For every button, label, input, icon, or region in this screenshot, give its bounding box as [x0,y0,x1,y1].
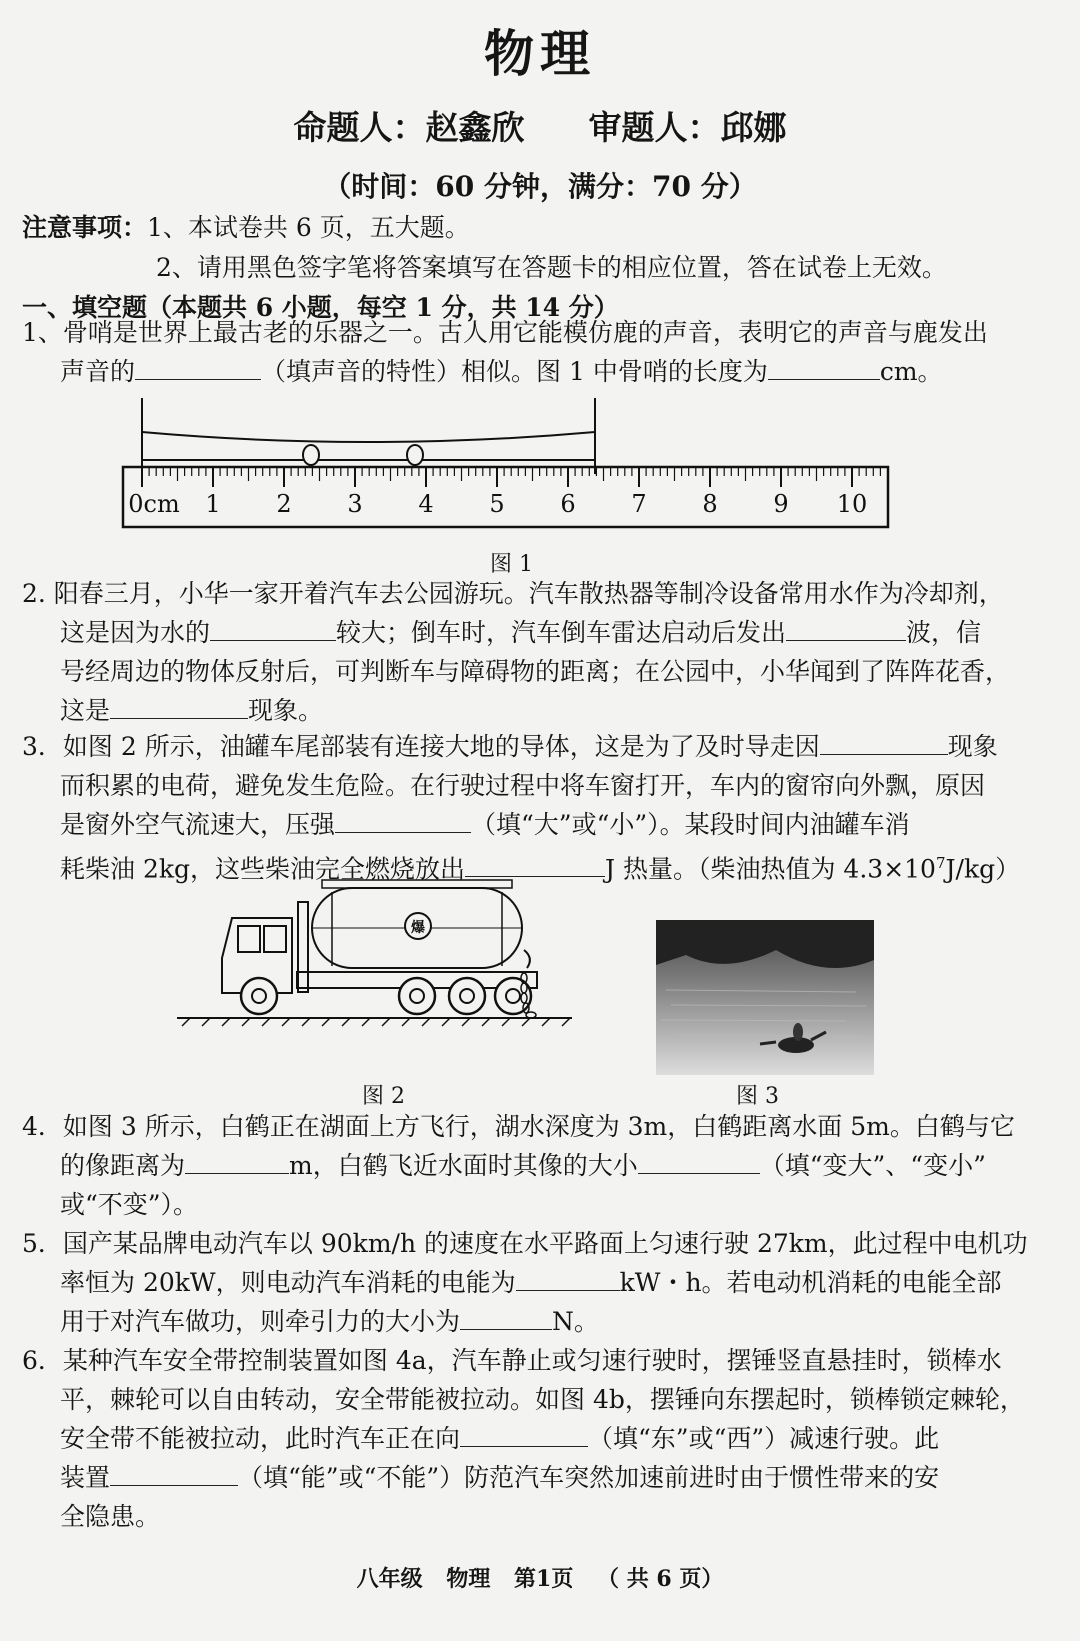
answer-blank[interactable] [786,616,906,641]
q2-line-1: 2. 阳春三月，小华一家开着汽车去公园游玩。汽车散热器等制冷设备常用水作为冷却剂， [22,579,1004,608]
bone-whistle-top [142,432,595,442]
figure-1-ruler [120,392,900,542]
exam-time: （时间：60 分钟，满分：70 分） [323,170,757,203]
question-3 [22,727,1020,888]
q4-line-1: 4．如图 3 所示，白鹤正在湖面上方飞行，湖水深度为 3m，白鹤距离水面 5m。白鹤与它 [22,1112,1015,1141]
footer-total: （ 共 6 页） [597,1566,724,1592]
question-6 [22,1341,1025,1536]
authors-line [0,102,1080,149]
reviewer: 审题人：邱娜 [588,108,787,147]
q6-line-2: 平，棘轮可以自由转动，安全带能被拉动。如图 4b，摆锤向东摆起时，锁棒锁定棘轮， [60,1385,1025,1414]
answer-blank[interactable] [110,1461,238,1486]
q5-line-1: 5．国产某品牌电动汽车以 90km/h 的速度在水平路面上匀速行驶 27km，此过程中电机功 [22,1229,1028,1258]
wheel [449,978,485,1014]
footer-grade: 八年级 [356,1566,423,1592]
figure-3-caption: 图 3 [736,1084,779,1109]
figure-1-caption: 图 1 [490,552,533,577]
answer-blank[interactable] [768,355,880,380]
q6-line-1: 6．某种汽车安全带控制装置如图 4a，汽车静止或匀速行驶时，摆锤竖直悬挂时，锁棒水 [22,1346,1002,1375]
q1-line-2: 声音的 （填声音的特性）相似。图 1 中骨哨的长度为 cm。 [60,357,943,386]
answer-blank[interactable] [460,1422,588,1447]
figure-3-photo [656,920,874,1075]
section-1-title: 一、填空题（本题共 6 小题，每空 1 分，共 14 分） [22,293,619,322]
q2-line-4: 这是 现象。 [60,696,324,725]
answer-blank[interactable] [110,694,248,719]
page-footer [0,1562,1080,1593]
q6-line-4: 装置 （填“能”或“不能”）防范汽车突然加速前进时由于惯性带来的安 [60,1463,940,1492]
answer-blank[interactable] [820,730,948,755]
figure-2-tanker-truck [172,878,582,1028]
q4-line-3: 或“不变”）。 [60,1190,199,1219]
q3-line-3: 是窗外空气流速大，压强 （填“大”或“小”）。某段时间内油罐车消 [60,810,910,839]
question-2 [22,574,1010,730]
page-title: 物理 [484,24,596,83]
whistle-hole [303,445,319,465]
answer-blank[interactable] [465,852,605,877]
ruler-label: 6 [560,490,576,518]
footer-page: 第1页 [514,1566,574,1592]
ruler-label: 3 [347,490,363,518]
notice-label: 注意事项： [22,213,148,242]
answer-blank[interactable] [460,1305,552,1330]
ruler-label: 2 [276,490,292,518]
q5-line-3: 用于对汽车做功，则牵引力的大小为 N。 [60,1307,599,1336]
question-1 [22,313,988,391]
figure-2-caption: 图 2 [362,1084,405,1109]
ruler-label: 4 [418,490,434,518]
footer-subject: 物理 [446,1566,491,1592]
ruler-label: 7 [631,490,647,518]
q5-line-2: 率恒为 20kW，则电动汽车消耗的电能为 kW・h。若电动机消耗的电能全部 [60,1268,1002,1297]
ruler-label: 1 [205,490,221,518]
ruler-ticks [142,467,880,487]
question-4 [22,1107,1015,1224]
ruler-labels [128,490,867,518]
whistle-hole [407,445,423,465]
answer-blank[interactable] [185,1149,289,1174]
q1-line-1: 1、骨哨是世界上最古老的乐器之一。古人用它能模仿鹿的声音，表明它的声音与鹿发出 [22,318,988,347]
tank-label: 爆 [411,920,425,936]
question-5 [22,1224,1028,1341]
wheel [399,978,435,1014]
wheel [241,978,277,1014]
answer-blank[interactable] [335,808,471,833]
q6-line-3: 安全带不能被拉动，此时汽车正在向 （填“东”或“西”）减速行驶。此 [60,1424,940,1453]
answer-blank[interactable] [638,1149,760,1174]
ruler-label: 8 [702,490,718,518]
notice-item-1: 1、本试卷共 6 页，五大题。 [147,213,470,242]
ruler-label: 10 [836,490,868,518]
q2-line-2: 这是因为水的 较大；倒车时，汽车倒车雷达启动后发出 波，信 [60,618,982,647]
answer-blank[interactable] [135,355,261,380]
ruler-label: 0cm [128,490,180,518]
answer-blank[interactable] [210,616,336,641]
q3-line-1: 3．如图 2 所示，油罐车尾部装有连接大地的导体，这是为了及时导走因 现象 [22,732,998,761]
q2-line-3: 号经周边的物体反射后，可判断车与障碍物的距离；在公园中，小华闻到了阵阵花香， [60,657,1011,686]
ruler-label: 9 [773,490,789,518]
answer-blank[interactable] [516,1266,620,1291]
q3-line-4: 耗柴油 2kg，这些柴油完全燃烧放出 J 热量。（柴油热值为 $4.3\times 10^7J/kg$） [60,854,1021,884]
notice-item-2: 2、请用黑色签字笔将答案填写在答题卡的相应位置，答在试卷上无效。 [156,253,947,282]
q4-line-2: 的像距离为 m，白鹤飞近水面时其像的大小 （填“变大”、“变小” [60,1151,986,1180]
q6-line-5: 全隐患。 [60,1502,161,1531]
ruler-label: 5 [489,490,505,518]
q3-line-2: 而积累的电荷，避免发生危险。在行驶过程中将车窗打开，车内的窗帘向外飘，原因 [60,771,986,800]
notice-line-1 [22,208,470,244]
author: 命题人：赵鑫欣 [293,108,525,147]
